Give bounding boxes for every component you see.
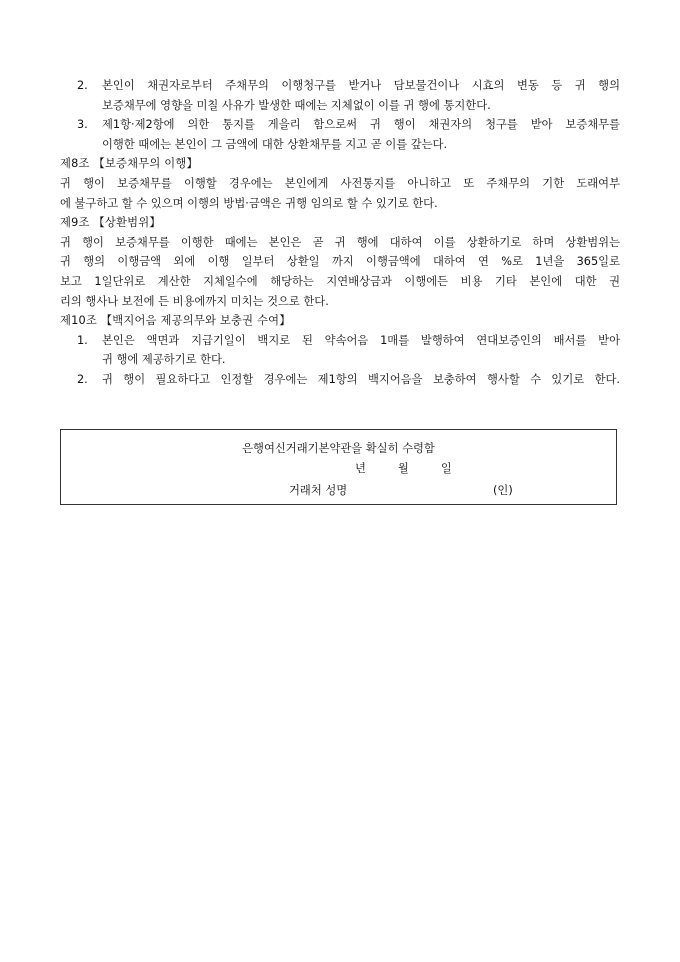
receipt-statement: 은행여신거래기본약관을 확실히 수령함 xyxy=(242,442,435,455)
article-9-heading: 제9조 【상환범위】 xyxy=(60,216,161,230)
item-text-line: 본인은 액면과 지급기일이 백지로 된 약속어음 1매를 발행하여 연대보증인의 배서를 받아 xyxy=(102,333,620,347)
item-text-line: 본인이 채권자로부터 주채무의 이행청구를 받거나 담보물건이나 시효의 변동 등 귀 행의 xyxy=(102,79,620,92)
article-8-text: 에 불구하고 할 수 있으며 이행의 방법·금액은 귀행 임의로 할 수 있기로 한다. xyxy=(60,196,438,210)
item-text-line: 보증채무에 영향을 미칠 사유가 발생한 때에는 지체없이 이를 귀 행에 통지한다. xyxy=(102,98,491,112)
date-fields xyxy=(355,460,452,476)
article-9-text: 귀 행이 보증채무를 이행한 때에는 본인은 곧 귀 행에 대하여 이를 상환하기로 하며 상환범위는 xyxy=(60,235,620,249)
item-text-line: 제1항·제2항에 의한 통지를 게을리 함으로써 귀 행이 채권자의 청구를 받아 보증채무를 xyxy=(102,118,620,132)
clause-item-3 xyxy=(60,115,620,135)
year-label: 년 xyxy=(355,462,366,475)
item-number: 2. xyxy=(77,79,88,92)
month-label: 월 xyxy=(397,462,409,475)
article-9-text: 리의 행사나 보전에 든 비용에까지 미치는 것으로 한다. xyxy=(60,294,329,308)
article-9-text: 보고 1일단위로 계산한 지체일수에 해당하는 지연배상금과 이행에든 비용 기타 본인에 대한 권 xyxy=(60,274,620,288)
seal-mark: (인) xyxy=(493,484,513,497)
day-label: 일 xyxy=(440,462,452,475)
name-label: 거래처 성명 xyxy=(289,484,348,497)
article-8-heading: 제8조 【보증채무의 이행】 xyxy=(60,157,198,171)
receipt-box xyxy=(60,429,617,505)
article-9-text: 귀 행의 이행금액 외에 이행 일부터 상환일 까지 이행금액에 대하여 연 %로 1년을 365일로 xyxy=(60,255,620,269)
item-number: 3. xyxy=(77,118,88,132)
item-number: 1. xyxy=(77,333,88,347)
item-text-line: 귀 행에 제공하기로 한다. xyxy=(102,353,226,367)
item-text-line: 이행한 때에는 본인이 그 금액에 대한 상환채무를 지고 곧 이를 갚는다. xyxy=(102,137,448,151)
item-text-line: 귀 행이 필요하다고 인정할 경우에는 제1항의 백지어음을 보충하여 행사할 수 있기로 한다. xyxy=(102,372,620,386)
item-number: 2. xyxy=(77,372,88,386)
clause-item-2 xyxy=(60,370,620,390)
clause-item-1 xyxy=(60,331,620,351)
article-8-text: 귀 행이 보증채무를 이행할 경우에는 본인에게 사전통지를 아니하고 또 주채무의 기한 도래여부 xyxy=(60,176,620,190)
clause-item-2 xyxy=(60,76,620,96)
document-body xyxy=(60,76,620,390)
article-10-heading: 제10조 【백지어음 제공의무와 보충권 수여】 xyxy=(60,314,291,328)
